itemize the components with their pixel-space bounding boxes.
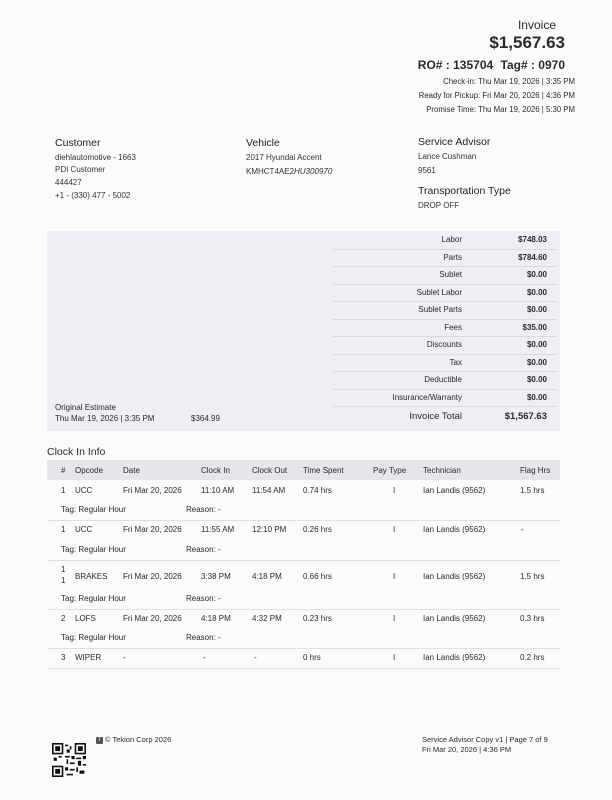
cell-opcode: LOFS bbox=[75, 614, 96, 623]
clock-in-row bbox=[47, 520, 560, 561]
col-time-spent: Time Spent bbox=[303, 466, 344, 475]
cell-time-spent: 0.66 hrs bbox=[303, 572, 332, 581]
summary-label: Tax bbox=[449, 357, 462, 367]
promise-time: Promise Time: Thu Mar 19, 2026 | 5:30 PM bbox=[426, 105, 575, 114]
summary-label: Discounts bbox=[426, 340, 462, 349]
tag-number: Tag# : 0970 bbox=[500, 58, 565, 72]
invoice-amount: $1,567.63 bbox=[489, 33, 565, 52]
col-num: # bbox=[61, 466, 66, 475]
vin-suffix: HU300970 bbox=[294, 167, 333, 176]
summary-label: Sublet bbox=[439, 270, 462, 279]
customer-heading: Customer bbox=[55, 137, 101, 149]
summary-label: Labor bbox=[441, 235, 462, 244]
summary-value: $0.00 bbox=[526, 287, 547, 297]
cell-date: Fri Mar 20, 2026 bbox=[123, 486, 182, 495]
row-reason: Reason: - bbox=[186, 545, 221, 554]
cell-clock-out: 4:32 PM bbox=[252, 614, 282, 623]
cell-date: Fri Mar 20, 2026 bbox=[123, 572, 182, 581]
cell-pay-type: I bbox=[393, 614, 396, 623]
original-estimate-date: Thu Mar 19, 2026 | 3:35 PM bbox=[55, 414, 155, 423]
summary-row bbox=[333, 266, 557, 285]
cell-flag-hrs: 1.5 hrs bbox=[520, 486, 545, 495]
cell-technician: Ian Landis (9562) bbox=[423, 525, 486, 534]
vehicle-heading: Vehicle bbox=[246, 137, 280, 149]
advisor-name: Lance Cushman bbox=[418, 152, 477, 161]
customer-block bbox=[55, 137, 136, 202]
cell-flag-hrs: 0.2 hrs bbox=[520, 653, 545, 662]
advisor-block bbox=[418, 136, 511, 212]
cell-num: 1 bbox=[61, 525, 66, 534]
cell-time-spent: 0.23 hrs bbox=[303, 614, 332, 623]
transport-heading: Transportation Type bbox=[418, 185, 511, 197]
summary-value: $1,567.63 bbox=[504, 411, 547, 422]
cell-time-spent: 0.26 hrs bbox=[303, 525, 332, 534]
cell-opcode: WIPER bbox=[75, 653, 102, 662]
transport-value: DROP OFF bbox=[418, 201, 460, 210]
summary-label: Sublet Parts bbox=[418, 305, 462, 314]
summary-row bbox=[333, 389, 557, 408]
col-clock-out: Clock Out bbox=[252, 466, 288, 475]
cell-clock-in: 11:55 AM bbox=[201, 525, 235, 534]
cell-technician: Ian Landis (9562) bbox=[423, 572, 486, 581]
vin-prefix: KMHCT4AE2 bbox=[246, 167, 295, 176]
tekion-logo-icon: T bbox=[97, 736, 102, 743]
cell-opcode: UCC bbox=[75, 486, 93, 495]
clock-in-row bbox=[47, 648, 560, 669]
col-technician: Technician bbox=[423, 466, 461, 475]
original-estimate-title: Original Estimate bbox=[55, 403, 116, 412]
col-pay-type: Pay Type bbox=[373, 466, 407, 475]
cell-date: Fri Mar 20, 2026 bbox=[123, 525, 182, 534]
invoice-total-row bbox=[333, 407, 557, 429]
advisor-heading: Service Advisor bbox=[418, 136, 491, 148]
cell-clock-in: 11:10 AM bbox=[201, 486, 235, 495]
row-tag: Tag: Regular Hour bbox=[61, 633, 126, 642]
cell-technician: Ian Landis (9562) bbox=[423, 486, 486, 495]
row-reason: Reason: - bbox=[186, 633, 221, 642]
cell-num: 2 bbox=[61, 614, 66, 623]
cell-time-spent: 0 hrs bbox=[303, 653, 321, 662]
row-reason: Reason: - bbox=[186, 505, 221, 514]
summary-label: Fees bbox=[444, 322, 462, 332]
cell-date: - bbox=[123, 653, 126, 662]
document-title: Invoice bbox=[517, 18, 556, 32]
cell-flag-hrs: - bbox=[521, 525, 524, 534]
cell-clock-out: - bbox=[254, 653, 257, 662]
cell-clock-in: 3:38 PM bbox=[201, 572, 231, 581]
clock-in-title: Clock In Info bbox=[47, 446, 106, 458]
summary-row bbox=[333, 336, 557, 355]
clock-in-row bbox=[47, 609, 560, 649]
customer-id: 444427 bbox=[55, 178, 82, 187]
printed-time: Fri Mar 20, 2026 | 4:36 PM bbox=[422, 745, 512, 754]
customer-label: PDI Customer bbox=[55, 165, 106, 174]
cell-num: 3 bbox=[61, 653, 66, 662]
summary-label: Sublet Labor bbox=[416, 287, 462, 297]
row-tag: Tag: Regular Hour bbox=[61, 505, 126, 514]
cell-pay-type: I bbox=[393, 525, 396, 534]
summary-value: $0.00 bbox=[526, 357, 547, 367]
check-in-time: Check-in: Thu Mar 19, 2026 | 3:35 PM bbox=[443, 77, 575, 86]
col-date: Date bbox=[123, 466, 140, 475]
summary-row bbox=[333, 284, 557, 303]
summary-row bbox=[333, 371, 557, 390]
cell-clock-out: 12:10 PM bbox=[252, 525, 287, 534]
summary-value: $784.60 bbox=[518, 252, 547, 262]
ready-for-pickup-time: Ready for Pickup: Fri Mar 20, 2026 | 4:36 PM bbox=[418, 91, 575, 100]
row-reason: Reason: - bbox=[186, 594, 221, 603]
cell-clock-in: - bbox=[203, 653, 206, 662]
cell-date: Fri Mar 20, 2026 bbox=[123, 614, 182, 623]
vehicle-model: 2017 Hyundai Accent bbox=[246, 153, 322, 162]
cell-technician: Ian Landis (9562) bbox=[423, 614, 486, 623]
row-tag: Tag: Regular Hour bbox=[61, 545, 126, 554]
cell-opcode: BRAKES bbox=[75, 572, 108, 581]
clock-in-header-row bbox=[47, 460, 560, 480]
summary-label: Deductible bbox=[424, 375, 462, 384]
vehicle-block bbox=[246, 137, 332, 178]
summary-row bbox=[333, 301, 557, 320]
col-flag-hrs: Flag Hrs bbox=[520, 466, 551, 475]
summary-label: Invoice Total bbox=[409, 411, 462, 422]
clock-in-row bbox=[47, 481, 560, 521]
summary-value: $0.00 bbox=[526, 305, 547, 314]
summary-value: $35.00 bbox=[522, 322, 547, 332]
summary-value: $748.03 bbox=[518, 235, 547, 244]
original-estimate-amount: $364.99 bbox=[191, 414, 220, 423]
summary-label: Parts bbox=[443, 252, 462, 262]
col-clock-in: Clock In bbox=[201, 466, 230, 475]
cell-num-secondary: 1 bbox=[61, 576, 66, 585]
copyright-text: © Tekion Corp 2026 bbox=[105, 735, 172, 744]
summary-value: $0.00 bbox=[526, 270, 547, 279]
cell-technician: Ian Landis (9562) bbox=[423, 653, 486, 662]
cell-pay-type: I bbox=[393, 572, 396, 581]
cell-num: 1 bbox=[61, 486, 66, 495]
cell-clock-out: 4:18 PM bbox=[252, 572, 282, 581]
customer-phone: +1 - (330) 477 - 5002 bbox=[55, 191, 131, 200]
copy-info: Service Advisor Copy v1 | Page 7 of 9 bbox=[422, 735, 548, 744]
cell-flag-hrs: 1.5 hrs bbox=[520, 572, 545, 581]
row-tag: Tag: Regular Hour bbox=[61, 594, 126, 603]
cell-time-spent: 0.74 hrs bbox=[303, 486, 332, 495]
summary-row bbox=[333, 319, 557, 338]
col-opcode: Opcode bbox=[75, 466, 104, 475]
cell-opcode: UCC bbox=[75, 525, 93, 534]
ro-number: RO# : 135704 bbox=[417, 58, 494, 72]
cell-flag-hrs: 0.3 hrs bbox=[520, 614, 545, 623]
summary-row bbox=[333, 231, 557, 250]
summary-label: Insurance/Warranty bbox=[392, 392, 462, 402]
vehicle-vin bbox=[246, 166, 332, 178]
summary-row bbox=[333, 354, 557, 373]
summary-value: $0.00 bbox=[526, 392, 547, 402]
ro-tag-line bbox=[414, 58, 565, 72]
summary-value: $0.00 bbox=[526, 375, 547, 384]
customer-name: diehlautomotive - 1663 bbox=[55, 153, 136, 162]
summary-row bbox=[333, 249, 557, 268]
clock-in-row bbox=[47, 560, 560, 610]
summary-value: $0.00 bbox=[526, 340, 547, 349]
cell-clock-out: 11:54 AM bbox=[252, 486, 286, 495]
advisor-id: 9561 bbox=[418, 166, 436, 175]
cell-num: 1 bbox=[61, 565, 66, 574]
copyright bbox=[96, 735, 171, 744]
qr-code bbox=[52, 743, 86, 777]
cell-pay-type: I bbox=[393, 653, 396, 662]
cell-clock-in: 4:18 PM bbox=[201, 614, 231, 623]
cell-pay-type: I bbox=[393, 486, 396, 495]
